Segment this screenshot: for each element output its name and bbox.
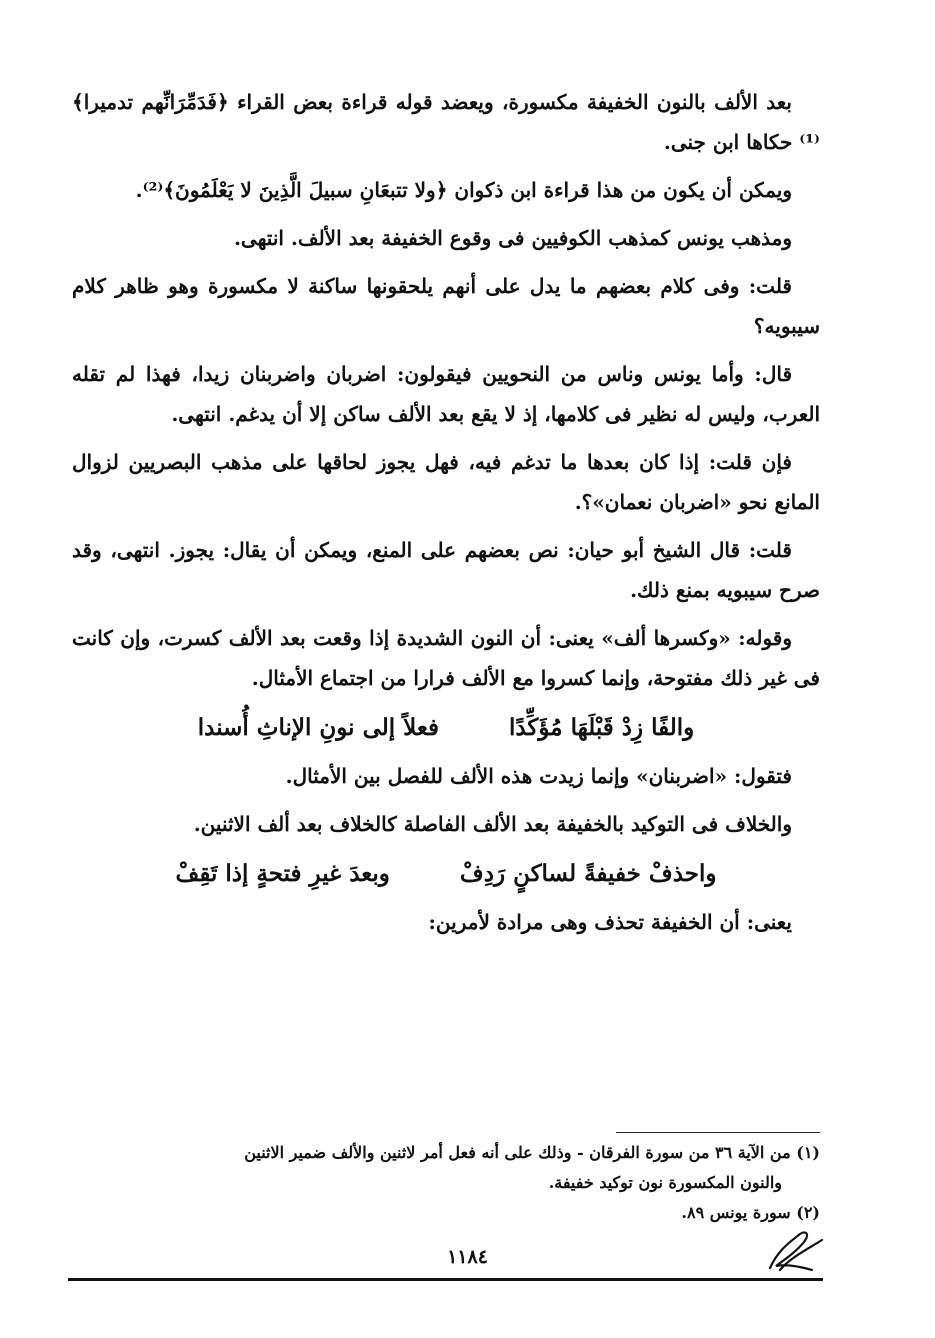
paragraph: قلت: قال الشيخ أبو حيان: نص بعضهم على المنع، ويمكن أن يقال: يجوز. انتهى، وقد صرح سيبويه بمنع ذلك. [72, 538, 820, 602]
paragraph: ومذهب يونس كمذهب الكوفيين فى وقوع الخفيفة بعد الألف. انتهى. [233, 226, 792, 250]
poetry-verse-1 [72, 708, 820, 748]
paragraph: وقوله: «وكسرها ألف» يعنى: أن النون الشديدة إذا وقعت بعد الألف كسرت، وإن كانت فى غير ذلك مفتوحة، وإنما كسروا مع الألف فرارا من اجتماع الأمثال. [72, 626, 820, 690]
paragraph: قال: وأما يونس وناس من النحويين فيقولون: اضربان واضربنان زيدا، فهذا لم تقله العرب، وليس له نظير فى كلامها، إذ لا يقع بعد الألف ساكن إلا أن يدغم. انتهى. [72, 362, 820, 426]
paragraph: والخلاف فى التوكيد بالخفيفة بعد الألف الفاصلة كالخلاف بعد ألف الاثنين. [193, 812, 792, 836]
footnotes [72, 1138, 820, 1228]
footnote-separator [616, 1132, 820, 1133]
bottom-rule [68, 1278, 823, 1281]
paragraph: ويمكن أن يكون من هذا قراءة ابن ذكوان ﴿ولا تتبعَانِ سبيلَ الَّذِينَ لا يَعْلَمُونَ﴾⁽²⁾. [135, 178, 792, 202]
main-text [72, 82, 820, 950]
verse-hemistich-left: فعلاً إلى نونِ الإناثِ أُسندا [197, 714, 439, 741]
footnote-1-continuation: والنون المكسورة نون توكيد خفيفة. [548, 1173, 782, 1192]
page-number: ١١٨٤ [447, 1246, 488, 1268]
handwritten-mark-icon [760, 1220, 830, 1276]
paragraph: فإن قلت: إذا كان بعدها ما تدغم فيه، فهل يجوز لحاقها على مذهب البصريين لزوال المانع نحو «اضربان نعمان»؟. [72, 450, 820, 514]
paragraph: بعد الألف بالنون الخفيفة مكسورة، ويعضد قوله قراءة بعض القراء ﴿فَدَمِّرَانِّهم تدميرا﴾⁽¹⁾ حكاها ابن جنى. [72, 90, 820, 154]
paragraph: يعنى: أن الخفيفة تحذف وهى مرادة لأمرين: [428, 910, 792, 934]
poetry-verse-2 [72, 854, 820, 894]
paragraph: قلت: وفى كلام بعضهم ما يدل على أنهم يلحقونها ساكنة لا مكسورة وهو ظاهر كلام سيبويه؟ [72, 274, 820, 338]
footnote-2: (٢) سورة يونس ٨٩. [681, 1203, 820, 1222]
verse-hemistich-right: واحذفْ خفيفةً لساكنٍ رَدِفْ [459, 860, 717, 887]
footnote-1: (١) من الآية ٣٦ من سورة الفرقان - وذلك على أنه فعل أمر لاثنين والألف ضمير الاثنين [244, 1143, 820, 1162]
paragraph: فتقول: «اضربنان» وإنما زيدت هذه الألف للفصل بين الأمثال. [285, 764, 792, 788]
verse-hemistich-right: والفًا زِدْ قَبْلَهَا مُؤَكِّدًا [508, 714, 695, 741]
verse-hemistich-left: وبعدَ غيرِ فتحةٍ إذا تَقِفْ [175, 860, 390, 887]
